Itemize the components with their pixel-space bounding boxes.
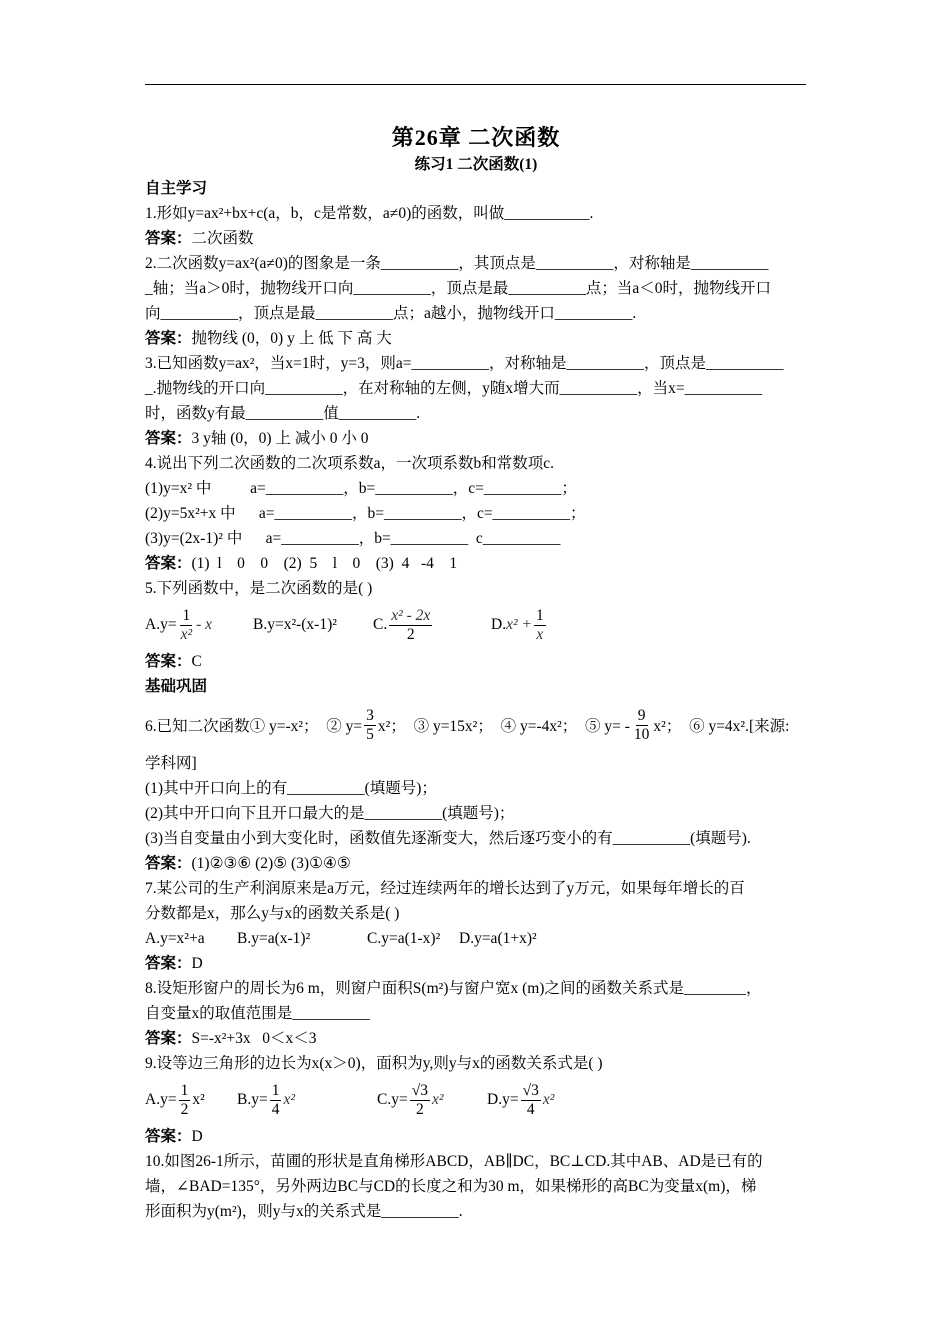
q3-line: 时，函数y有最__________值__________. [145, 405, 421, 422]
q9-option-d: D.y= $\frac{√3}{4}$ x² [487, 1082, 555, 1118]
q5-answer [145, 649, 807, 674]
q8-line: 8.设矩形窗户的周长为6 m，则窗户面积S(m²)与窗户宽x (m)之间的函数关系式是________， [145, 980, 762, 997]
q6-line: 6.已知二次函数① y=-x²； ② y= $\frac{3}{5}$ x²； ③ y=15x²； ④ y=-4x²； ⑤ y= - $\frac{9}{10}$ x²； ⑥ y=4x².[来源: [145, 707, 790, 743]
q5-option-d: D. x² + $\frac{1}{x}$ [491, 607, 544, 643]
q9-answer [145, 1124, 807, 1149]
exercise-subtitle: 练习1 二次函数(1) [414, 156, 538, 173]
q7-line: 7.某公司的生产利润原来是a万元，经过连续两年的增长达到了y万元，如果每年增长的百 [145, 880, 745, 897]
q6-answer-value: (1)②③⑥ (2)⑤ (3)①④⑤ [191, 855, 351, 872]
q5-stem: 5.下列函数中，是二次函数的是( ) [145, 580, 373, 597]
q3-line: 3.已知函数y=ax²，当x=1时，y=3，则a=__________，对称轴是__________，顶点是__________ [145, 355, 784, 372]
q10-line: 10.如图26-1所示，苗圃的形状是直角梯形ABCD，AB∥DC，BC⊥CD.其中AB、AD是已有的 [145, 1153, 763, 1170]
answer-label: 答案： [145, 330, 192, 347]
answer-label: 答案： [145, 955, 192, 972]
q1-answer-value: 二次函数 [191, 230, 254, 247]
q7-option-d: D.y=a(1+x)² [459, 930, 537, 947]
q2-answer [145, 326, 807, 351]
q2-line: 向__________，顶点是最__________点；a越小，抛物线开口__________. [145, 305, 637, 322]
section-basic: 基础巩固 [145, 678, 208, 695]
q9-answer-value: D [191, 1128, 203, 1145]
answer-label: 答案： [145, 230, 192, 247]
q5-option-b: B.y=x²-(x-1)² [253, 616, 337, 633]
q10-line: 墙，∠BAD=135°，另外两边BC与CD的长度之和为30 m，如果梯形的高BC为变量x(m)，梯 [145, 1178, 757, 1195]
fraction: $\frac{3}{5}$ [366, 707, 374, 743]
q1-answer [145, 226, 807, 251]
q4-answer [145, 551, 807, 576]
q10-line: 形面积为y(m²)，则y与x的关系式是__________. [145, 1203, 463, 1220]
worksheet [145, 118, 807, 1224]
fraction: $\frac{\text{x² - 2x}}{2}$ [391, 607, 431, 643]
q5-answer-value: C [191, 653, 202, 670]
q5-option-c: C. $\frac{\text{x² - 2x}}{2}$ [373, 607, 431, 643]
q7-options [145, 926, 807, 951]
q7-option-c: C.y=a(1-x)² [367, 930, 441, 947]
q8-answer-value: S=-x²+3x 0＜x＜3 [191, 1030, 317, 1047]
fraction: $\frac{√3}{4}$ [522, 1082, 539, 1118]
q6-item: (2)其中开口向下且开口最大的是__________(填题号)； [145, 805, 515, 822]
answer-label: 答案： [145, 653, 192, 670]
q8-answer [145, 1026, 807, 1051]
q9-option-a: A.y= $\frac{1}{2}$ x² [145, 1082, 205, 1118]
fraction: $\frac{1}{x}$ [535, 607, 544, 643]
q8-line: 自变量x的取值范围是__________ [145, 1005, 370, 1022]
q2-line: 2.二次函数y=ax²(a≠0)的图象是一条__________，其顶点是__________，对称轴是__________ [145, 255, 769, 272]
q6-answer [145, 851, 807, 876]
q7-option-a: A.y=x²+a [145, 930, 205, 947]
q6-item: (1)其中开口向上的有__________(填题号)； [145, 780, 437, 797]
header-rule [145, 84, 806, 85]
q4-answer-value: (1) l 0 0 (2) 5 l 0 (3) 4 -4 1 [191, 555, 458, 572]
q3-line: _.抛物线的开口向__________，在对称轴的左侧，y随x增大而__________，当x=__________ [145, 380, 763, 397]
q4-item: (1)y=x² 中 a=__________，b=__________，c=__________； [145, 480, 577, 497]
q5-options [145, 601, 807, 649]
q4-item: (3)y=(2x-1)² 中 a=__________，b=__________ c__________ [145, 530, 561, 547]
answer-label: 答案： [145, 430, 192, 447]
chapter-title: 第26章 二次函数 [391, 125, 561, 150]
q3-answer [145, 426, 807, 451]
q9-option-b: B.y= $\frac{1}{4}$ x² [237, 1082, 295, 1118]
q4-intro: 4.说出下列二次函数的二次项系数a，一次项系数b和常数项c. [145, 455, 555, 472]
answer-label: 答案： [145, 855, 192, 872]
q5-option-a: A.y= $\frac{1}{\text{x²}}$ - x [145, 607, 213, 643]
q3-answer-value: 3 y轴 (0，0) 上 减小 0 小 0 [191, 430, 369, 447]
q2-line: _轴；当a＞0时，抛物线开口向__________，顶点是最__________点；当a＜0时，抛物线开口 [145, 280, 772, 297]
answer-label: 答案： [145, 1128, 192, 1145]
q1-text: 1.形如y=ax²+bx+c(a，b，c是常数，a≠0)的函数，叫做___________. [145, 205, 594, 222]
q7-answer-value: D [191, 955, 203, 972]
answer-label: 答案： [145, 555, 192, 572]
q9-stem: 9.设等边三角形的边长为x(x＞0)，面积为y,则y与x的函数关系式是( ) [145, 1055, 603, 1072]
q7-option-b: B.y=a(x-1)² [237, 930, 311, 947]
q6-item: (3)当自变量由小到大变化时，函数值先逐渐变大，然后逐巧变小的有__________(填题号). [145, 830, 751, 847]
q4-item: (2)y=5x²+x 中 a=__________，b=__________，c=__________； [145, 505, 586, 522]
q2-answer-value: 抛物线 (0，0) y 上 低 下 高 大 [191, 330, 392, 347]
q9-option-c: C.y= $\frac{√3}{2}$ x² [377, 1082, 444, 1118]
fraction: $\frac{1}{2}$ [180, 1082, 189, 1118]
fraction: $\frac{1}{4}$ [271, 1082, 280, 1118]
fraction: $\frac{1}{\text{x²}}$ [180, 607, 193, 643]
q7-line: 分数都是x，那么y与x的函数关系是( ) [145, 905, 400, 922]
fraction: $\frac{9}{10}$ [633, 707, 650, 743]
answer-label: 答案： [145, 1030, 192, 1047]
q9-options [145, 1076, 807, 1124]
q7-answer [145, 951, 807, 976]
q6-line-2: 学科网] [145, 755, 197, 772]
fraction: $\frac{√3}{2}$ [411, 1082, 428, 1118]
section-self-study: 自主学习 [145, 180, 208, 197]
